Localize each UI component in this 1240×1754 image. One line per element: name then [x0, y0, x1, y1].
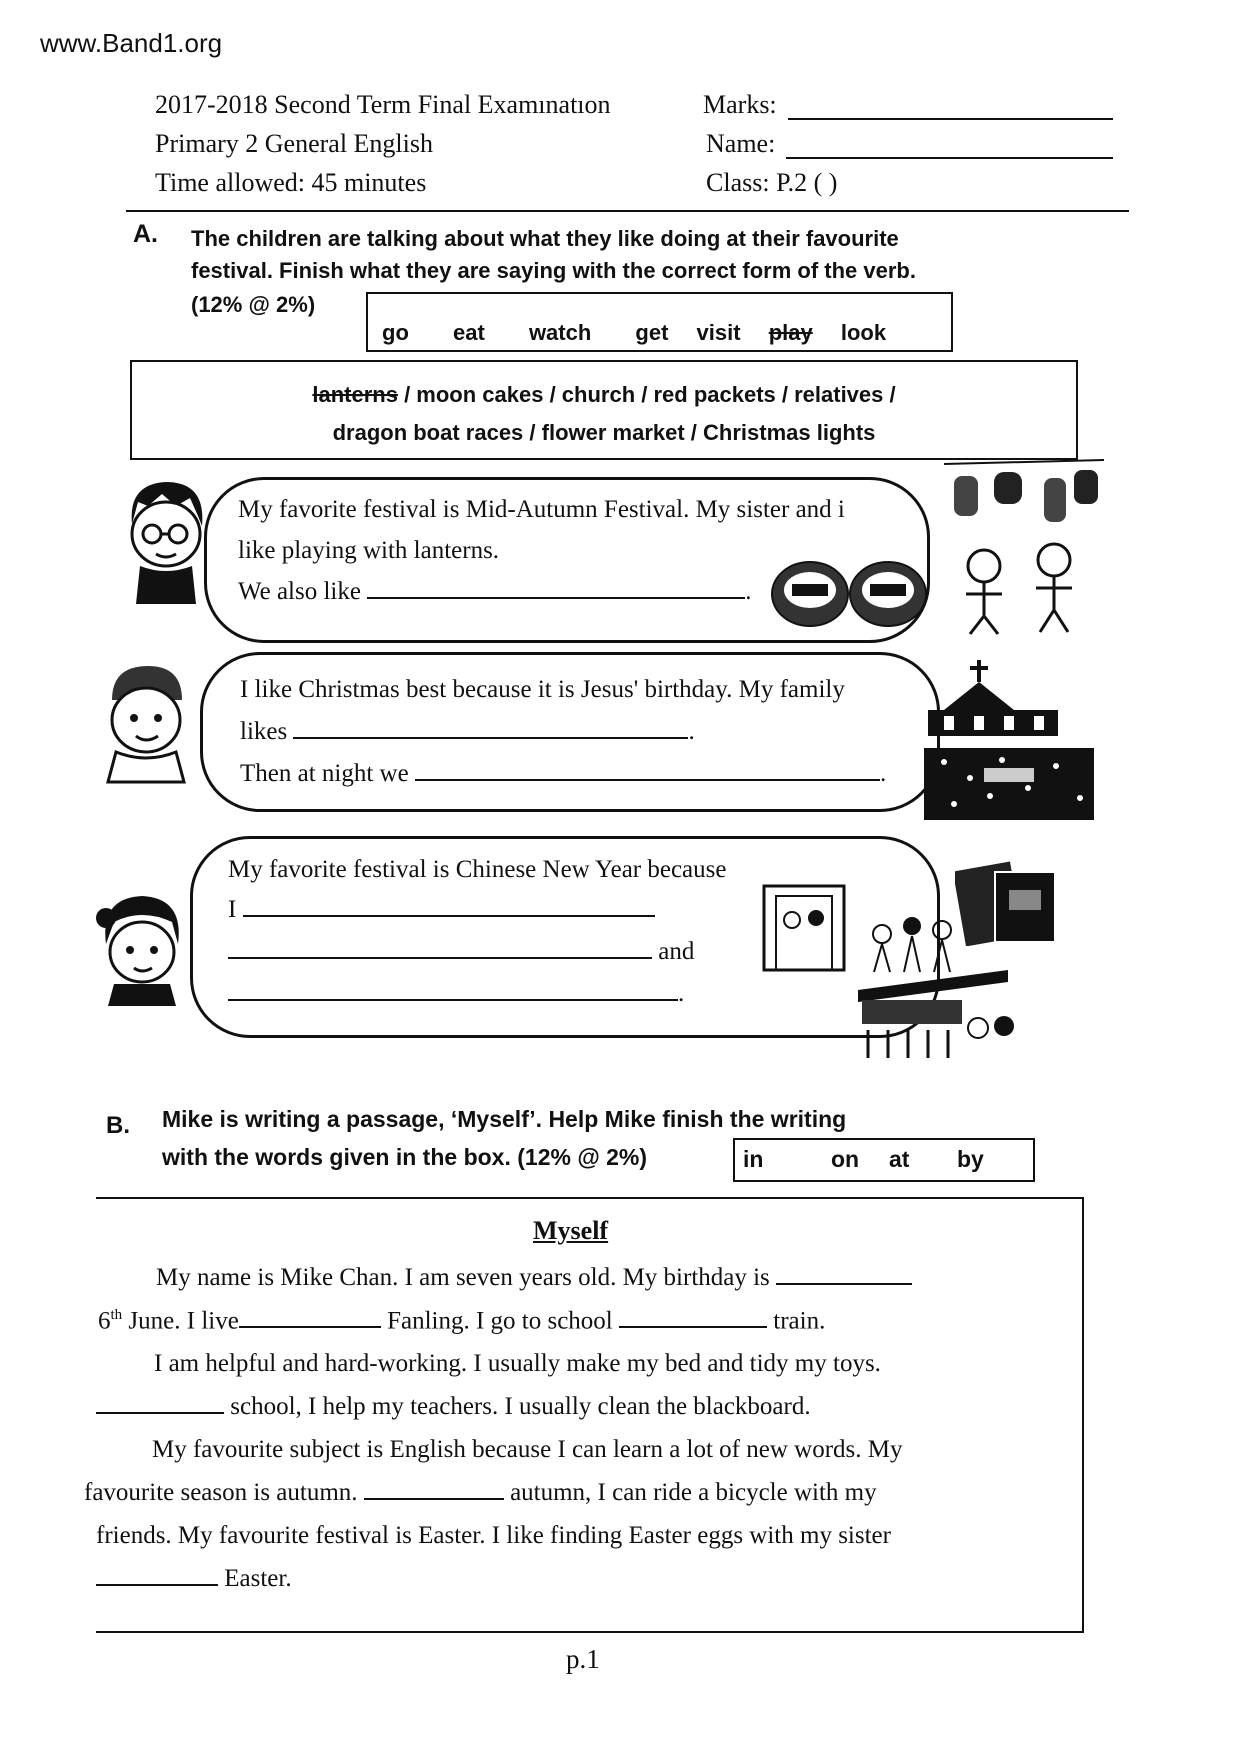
boy-glasses-picture: [118, 476, 214, 613]
passage-6: 6: [98, 1307, 111, 1335]
bubble2-line3-period: .: [879, 760, 887, 787]
passage-line-4: [96, 1393, 811, 1421]
word-at: at: [889, 1146, 910, 1172]
verb-go: go: [382, 320, 409, 345]
bubble3-line3-and: and: [658, 938, 695, 965]
answer-blank-a5[interactable]: [228, 957, 652, 959]
class-label: Class: P.2 ( ): [706, 168, 838, 197]
passage-title: Myself: [533, 1216, 609, 1245]
preposition-bank-box: [733, 1138, 1035, 1182]
answer-blank-a2[interactable]: [293, 737, 688, 739]
noun-line-2: dragon boat races / flower market / Christmas lights: [332, 420, 876, 445]
passage-line-1: [156, 1264, 912, 1292]
bubble3-line1: My favorite festival is Chinese New Year because: [228, 856, 727, 883]
passage-p3b1: favourite season is autumn.: [84, 1479, 358, 1506]
page-number: p.1: [566, 1644, 600, 1674]
mooncakes-picture: [770, 556, 930, 637]
passage-fanling: Fanling. I go to school: [387, 1307, 613, 1335]
lantern-children-picture: [944, 456, 1104, 641]
verb-visit: visit: [696, 320, 741, 345]
visiting-relatives-picture: [762, 884, 972, 979]
verb-look: look: [840, 320, 887, 345]
exam-title: 2017-2018 Second Term Final Examınatıon: [155, 90, 611, 119]
noun-bank-box: [130, 360, 1078, 460]
header-divider: [126, 210, 1129, 212]
section-b-instruction-1: Mike is writing a passage, ‘Myself’. Help Mike finish the writing: [162, 1106, 847, 1132]
bubble3-line4-period: .: [678, 980, 685, 1007]
passage-line-8: [96, 1565, 292, 1593]
noun-line-1: / moon cakes / church / red packets / relatives /: [397, 382, 896, 407]
section-a-instruction-1: The children are talking about what they like doing at their favourite: [191, 226, 899, 251]
answer-blank-b2[interactable]: [239, 1326, 381, 1328]
time-allowed: Time allowed: 45 minutes: [155, 168, 427, 197]
passage-p3b2: autumn, I can ride a bicycle with my: [510, 1479, 877, 1506]
passage-th: th: [110, 1307, 123, 1323]
word-by: by: [957, 1146, 984, 1172]
section-a-marks: (12% @ 2%): [191, 292, 316, 317]
section-b-letter: B.: [106, 1112, 130, 1139]
bubble1-line1: My favorite festival is Mid-Autumn Festival. My sister and i: [238, 496, 845, 523]
noun-lanterns: lanterns: [312, 382, 398, 407]
name-field[interactable]: [786, 157, 1113, 159]
bubble1-line3: [238, 578, 751, 606]
bubble3-line2: [228, 896, 655, 924]
answer-blank-b3[interactable]: [619, 1326, 767, 1328]
word-in: in: [743, 1146, 764, 1172]
answer-blank-a4[interactable]: [243, 915, 655, 917]
marks-field[interactable]: [788, 118, 1113, 120]
red-packets-picture: [955, 860, 1065, 951]
passage-june-live: June. I live: [122, 1307, 239, 1335]
bubble2-line3: [240, 760, 886, 788]
marks-label: Marks:: [703, 90, 777, 119]
answer-blank-a3[interactable]: [415, 779, 880, 781]
church-picture: [924, 660, 1064, 745]
verb-get: get: [635, 320, 669, 345]
bubble2-line2: [240, 718, 695, 746]
bubble3-line4: [228, 980, 684, 1008]
answer-blank-b4[interactable]: [96, 1412, 224, 1414]
site-label: www.Band1.org: [40, 28, 223, 58]
passage-line-7: friends. My favourite festival is Easter. I like finding Easter eggs with my sister: [96, 1522, 891, 1549]
christmas-lights-picture: [924, 748, 1094, 825]
girl-picture: [96, 888, 188, 1013]
subject-title: Primary 2 General English: [155, 129, 433, 158]
bubble2-line1: I like Christmas best because it is Jesus' birthday. My family: [240, 676, 845, 703]
boy-cap-picture: [98, 660, 194, 789]
verb-bank-box: [366, 292, 953, 352]
answer-blank-a6[interactable]: [228, 999, 678, 1001]
verb-play: play: [768, 320, 813, 345]
answer-blank-b5[interactable]: [364, 1498, 504, 1500]
passage-line-3: I am helpful and hard-working. I usually make my bed and tidy my toys.: [154, 1350, 881, 1377]
bubble1-period: .: [745, 578, 752, 605]
answer-blank-b6[interactable]: [96, 1584, 218, 1586]
section-a-letter: A.: [133, 220, 158, 248]
passage-train: train.: [773, 1307, 826, 1335]
passage-p2b: school, I help my teachers. I usually clean the blackboard.: [230, 1393, 811, 1420]
passage-p1a: My name is Mike Chan. I am seven years old. My birthday is: [156, 1264, 770, 1291]
answer-blank-b1[interactable]: [776, 1283, 912, 1285]
name-label: Name:: [706, 129, 776, 158]
verb-eat: eat: [453, 320, 485, 345]
bubble2-line3-prefix: Then at night we: [240, 760, 409, 787]
answer-blank-a1[interactable]: [367, 597, 745, 599]
verb-watch: watch: [528, 320, 592, 345]
passage-line-2: [98, 1307, 825, 1335]
bubble1-line3-prefix: We also like: [238, 578, 361, 605]
passage-easter: Easter.: [224, 1565, 292, 1592]
flower-market-picture: [858, 970, 1018, 1065]
bubble3-line2-prefix: I: [228, 896, 237, 923]
passage-line-6: [84, 1479, 877, 1507]
bubble2-line2-period: .: [688, 718, 695, 745]
section-b-instruction-2: with the words given in the box. (12% @ 2%): [162, 1144, 648, 1170]
section-a-instruction-2: festival. Finish what they are saying with the correct form of the verb.: [191, 258, 916, 283]
passage-line-5: My favourite subject is English because I can learn a lot of new words. My: [152, 1436, 903, 1463]
bubble1-line2: like playing with lanterns.: [238, 537, 500, 564]
bubble3-line3: [228, 938, 694, 966]
word-on: on: [831, 1146, 860, 1172]
bubble2-line2-prefix: likes: [240, 718, 288, 745]
